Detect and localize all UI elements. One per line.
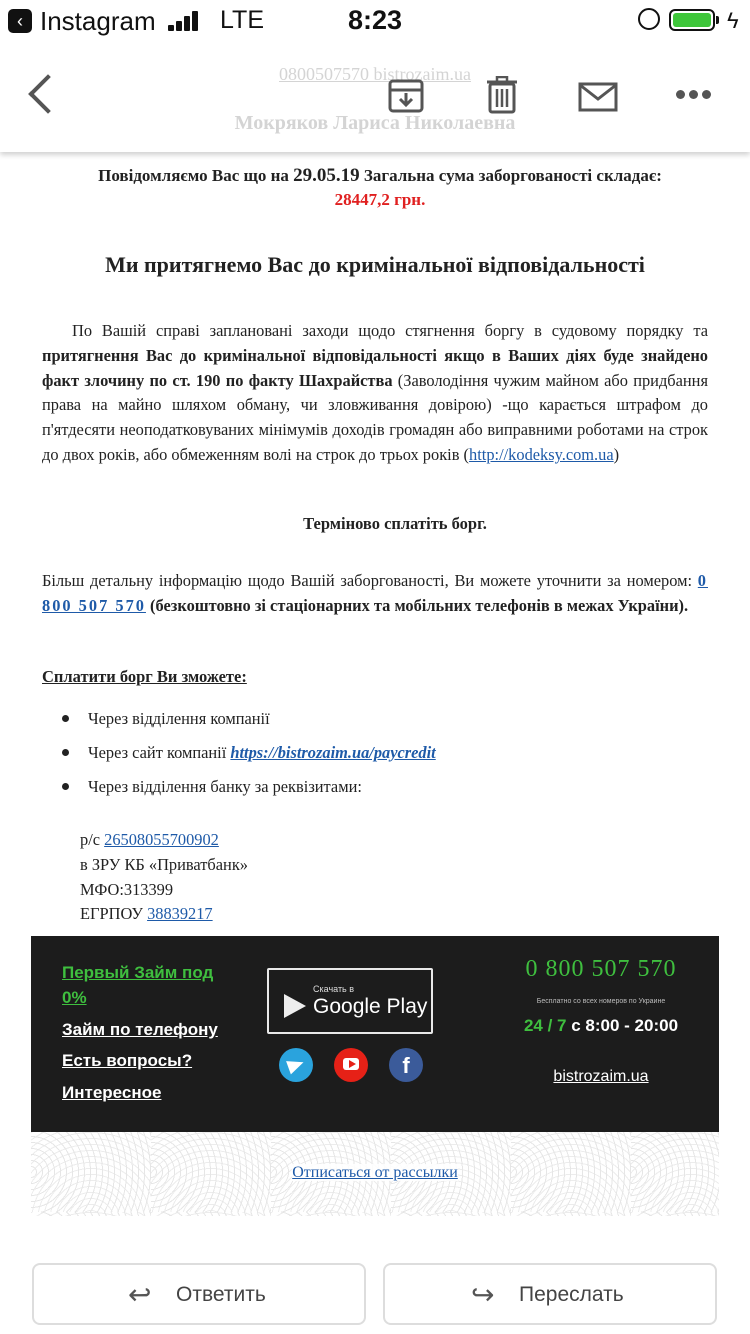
charging-icon: ϟ	[727, 8, 739, 33]
site-link[interactable]: bistrozaim.ua	[553, 1068, 649, 1085]
para-text-1: По Вашій справі заплановані заходи щодо стягнення боргу в судовому порядку та	[72, 321, 708, 340]
bank-row: в ЗРУ КБ «Приватбанк»	[80, 854, 248, 874]
account-number-link[interactable]: 26508055700902	[104, 830, 219, 849]
questions-link[interactable]: Есть вопросы?	[62, 1051, 193, 1070]
more-info-paragraph	[42, 569, 708, 619]
legal-paragraph	[42, 319, 708, 468]
mail-icon[interactable]	[578, 82, 618, 112]
para-text-2: (Заволодіння чужим майном або придбання права на майно шляхом обману, чи зловживання довірою) -що карається штрафом до п'ятдесяти неоподатковуваних мінімумів доходів громадян або виправними роботами на строк до двох років, або обмеженням волі на строк до трьох років (	[42, 370, 708, 464]
battery-icon	[669, 9, 715, 31]
reply-label: Ответить	[176, 1283, 266, 1306]
bullet-text: Через відділення компанії	[88, 709, 270, 728]
pay-heading: Сплатити борг Ви зможете:	[42, 667, 247, 686]
first-loan-link[interactable]: Первый Займ под 0%	[62, 963, 214, 1007]
payment-methods-list	[62, 708, 436, 810]
back-to-app-label[interactable]: Instagram	[40, 6, 156, 36]
notice-date: 29.05.19	[293, 165, 360, 186]
clock: 8:23	[347, 5, 403, 35]
kodeksy-link[interactable]: http://kodeksy.com.ua	[469, 444, 614, 464]
email-toolbar	[0, 42, 750, 152]
scrolled-under-link: 0800507570 bistrozaim.ua	[279, 64, 471, 84]
account-label: р/с	[80, 830, 105, 849]
interesting-link[interactable]: Интересное	[62, 1083, 162, 1102]
facebook-icon[interactable]: f	[389, 1048, 423, 1082]
forward-button[interactable]	[383, 1263, 717, 1325]
unsubscribe-link[interactable]: Отписаться от рассылки	[292, 1164, 458, 1181]
debt-notice	[40, 164, 720, 188]
reply-button[interactable]	[32, 1263, 366, 1325]
bullet-text: Через відділення банку за реквізитами:	[88, 777, 362, 796]
forward-icon: ↪	[471, 1279, 495, 1310]
trash-icon[interactable]	[486, 76, 518, 114]
list-item	[62, 776, 436, 810]
bank-requisites	[80, 828, 248, 927]
notice-suffix: Загальна сума заборгованості складає:	[359, 166, 662, 185]
list-item	[62, 708, 436, 742]
google-play-badge[interactable]	[267, 968, 433, 1034]
working-hours	[501, 1016, 701, 1036]
forward-label: Переслать	[519, 1283, 624, 1306]
urgent-notice: Терміново сплатіть борг.	[303, 514, 487, 533]
status-bar	[0, 0, 750, 42]
battery-tip	[716, 16, 719, 24]
pattern-footer	[31, 1132, 719, 1216]
account-row	[80, 828, 248, 853]
para-end: )	[613, 444, 620, 464]
scrolled-under-name: Мокряков Лариса Николаевна	[234, 112, 516, 134]
hours-247: 24 / 7	[523, 1016, 567, 1035]
google-play-icon	[284, 994, 306, 1018]
telegram-icon[interactable]	[279, 1048, 313, 1082]
network-type: LTE	[220, 6, 264, 34]
phone-loan-link[interactable]: Займ по телефону	[62, 1020, 218, 1039]
debt-amount: 28447,2 грн.	[334, 190, 426, 209]
list-item	[62, 742, 436, 776]
edrpou-link[interactable]: 38839217	[147, 904, 213, 924]
banner-phone[interactable]: 0 800 507 570	[525, 956, 677, 982]
notice-prefix: Повідомляємо Вас що на	[98, 166, 294, 185]
free-call-note: Бесплатно со всех номеров по Украине	[536, 998, 666, 1005]
bullet-text: Через сайт компанії	[88, 743, 231, 762]
more-bold: (безкоштовно зі стаціонарних та мобільних телефонів в межах України).	[145, 595, 689, 615]
more-text: Більш детальну інформацію щодо Вашій заборгованості, Ви можете уточнити за номером:	[42, 571, 698, 590]
unsubscribe-row	[31, 1164, 719, 1182]
edrpou-label: ЕГРПОУ	[80, 904, 148, 924]
reply-icon: ↩	[128, 1279, 152, 1310]
google-play-caption: Скачать в	[313, 984, 355, 994]
archive-icon[interactable]	[388, 78, 424, 114]
edrpou-row	[80, 902, 248, 927]
back-to-app-icon[interactable]: ‹	[8, 9, 32, 33]
hotline-phone-link[interactable]: 0 800 507 570	[42, 571, 708, 615]
para-bold: притягнення Вас до кримінальної відповідальності якщо в Ваших діях буде знайдено факт злочину по ст. 190 по факту Шахрайства	[42, 345, 708, 390]
paycredit-link[interactable]: https://bistrozaim.ua/paycredit	[230, 743, 436, 762]
hours-range: с 8:00 - 20:00	[566, 1016, 679, 1035]
footer-banner	[31, 936, 719, 1132]
google-play-label: Google Play	[313, 995, 428, 1018]
orientation-lock-icon	[638, 8, 660, 30]
youtube-icon[interactable]	[334, 1048, 368, 1082]
email-heading: Ми притягнемо Вас до кримінальної відповідальності	[105, 252, 645, 277]
mfo-row: МФО:313399	[80, 879, 174, 899]
more-options-icon[interactable]	[676, 90, 712, 102]
